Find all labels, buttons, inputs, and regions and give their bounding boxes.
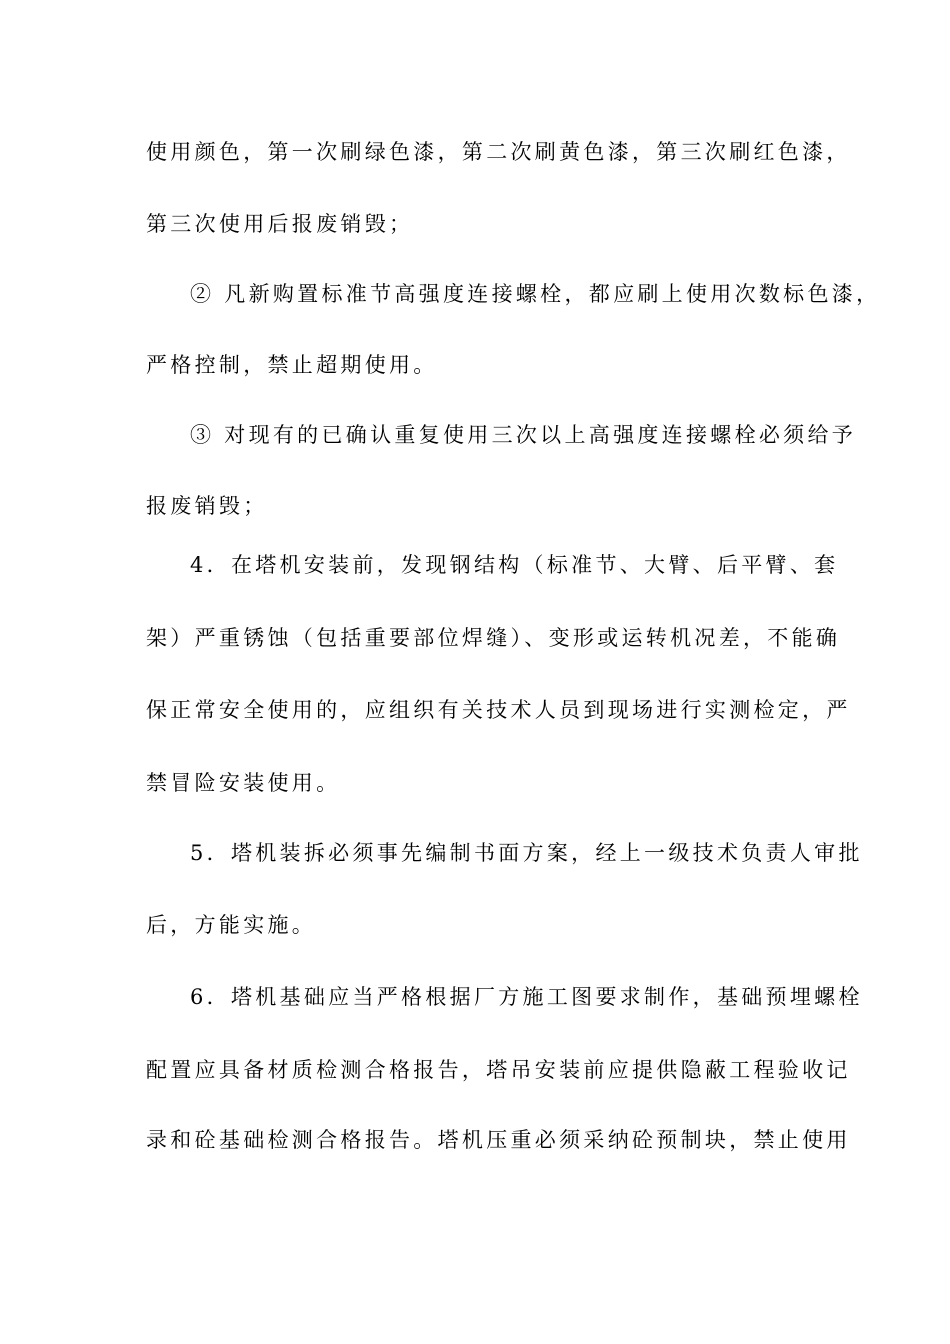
text-line: 录和砼基础检测合格报告。塔机压重必须采纳砼预制块，禁止使用 <box>146 1128 851 1152</box>
text-line: ② 凡新购置标准节高强度连接螺栓，都应刷上使用次数标色漆， <box>190 282 881 306</box>
text-line: 报废销毁； <box>146 494 268 518</box>
text-line: 禁冒险安装使用。 <box>146 771 341 795</box>
text-line: 4．在塔机安装前，发现钢结构（标准节、大臂、后平臂、套 <box>190 553 839 577</box>
text-line: 架）严重锈蚀（包括重要部位焊缝）、变形或运转机况差，不能确 <box>146 626 841 650</box>
text-line: 5．塔机装拆必须事先编制书面方案，经上一级技术负责人审批 <box>190 841 863 865</box>
text-line: 使用颜色，第一次刷绿色漆，第二次刷黄色漆，第三次刷红色漆， <box>146 140 851 164</box>
text-line: 第三次使用后报废销毁； <box>146 212 414 236</box>
text-line: 后，方能实施。 <box>146 913 317 937</box>
text-line: 严格控制，禁止超期使用。 <box>146 353 438 377</box>
text-line: 6．塔机基础应当严格根据厂方施工图要求制作，基础预埋螺栓 <box>190 985 863 1009</box>
text-line: 保正常安全使用的，应组织有关技术人员到现场进行实测检定，严 <box>146 698 851 722</box>
text-line: ③ 对现有的已确认重复使用三次以上高强度连接螺栓必须给予 <box>190 423 857 447</box>
text-line: 配置应具备材质检测合格报告，塔吊安装前应提供隐蔽工程验收记 <box>146 1058 851 1082</box>
